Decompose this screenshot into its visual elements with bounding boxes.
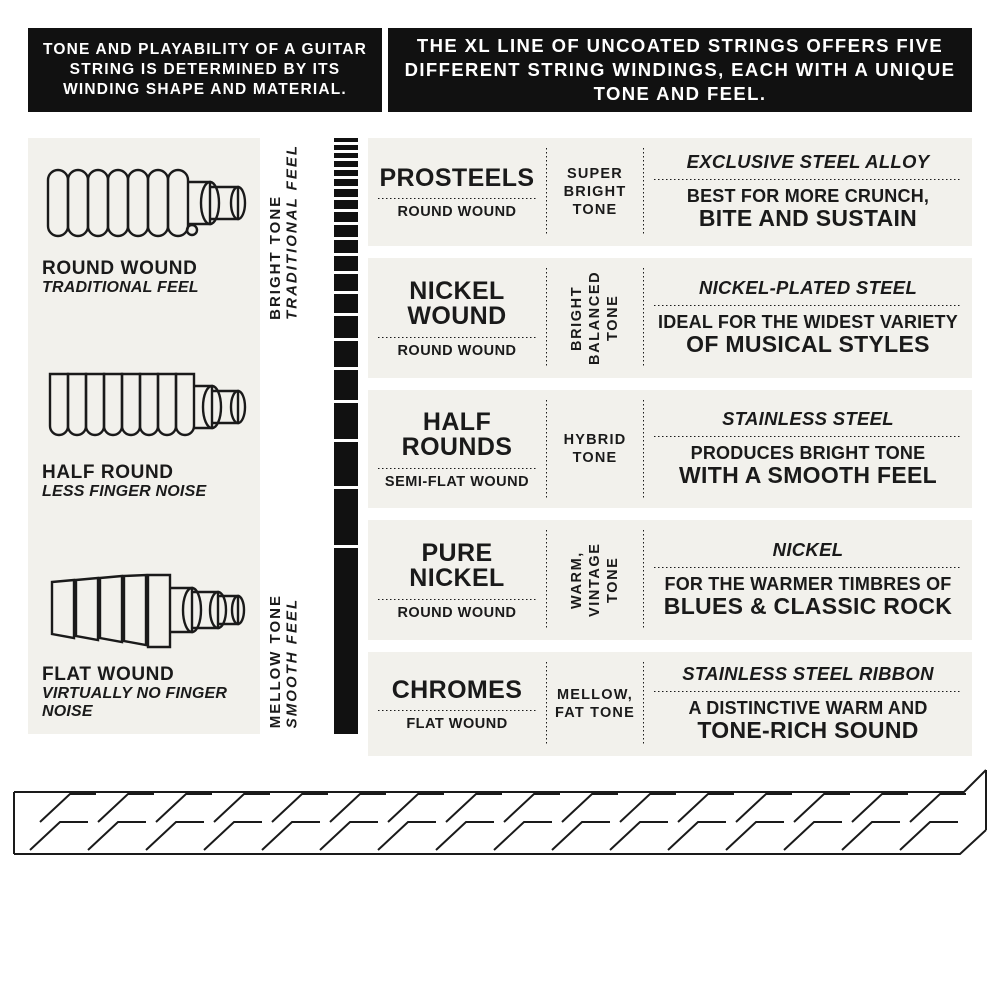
divider <box>378 337 536 338</box>
desc-line-1: PRODUCES BRIGHT TONE <box>690 443 926 464</box>
round-wound-subtitle: TRADITIONAL FEEL <box>42 279 199 297</box>
description-text <box>687 186 929 232</box>
winding-block-flat-wound <box>42 562 248 721</box>
round-wound-title: ROUND WOUND <box>42 258 198 279</box>
description-text <box>679 443 937 489</box>
divider <box>654 179 962 180</box>
desc-line-2: OF MUSICAL STYLES <box>686 331 930 358</box>
row-desc-cell <box>644 138 972 246</box>
table-row-prosteels[interactable] <box>368 138 972 246</box>
winding-type: ROUND WOUND <box>397 204 517 221</box>
flat-wound-icon <box>42 562 248 658</box>
row-name-cell <box>368 138 546 246</box>
table-row-chromes[interactable] <box>368 652 972 756</box>
row-name-cell <box>368 520 546 640</box>
desc-line-1: A DISTINCTIVE WARM AND <box>688 698 928 719</box>
desc-line-2: WITH A SMOOTH FEEL <box>679 462 937 489</box>
tone-axis-labels <box>268 138 314 734</box>
divider <box>654 691 962 692</box>
axis-top-label <box>268 144 301 320</box>
divider <box>378 710 536 711</box>
desc-line-2: BLUES & CLASSIC ROCK <box>663 593 953 620</box>
axis-top-line1: BRIGHT TONE <box>267 194 284 320</box>
half-round-icon <box>42 360 248 456</box>
row-desc-cell <box>644 652 972 756</box>
desc-line-1: FOR THE WARMER TIMBRES OF <box>664 574 952 595</box>
flat-wound-title: FLAT WOUND <box>42 664 175 685</box>
description-text <box>688 698 927 744</box>
material-label: EXCLUSIVE STEEL ALLOY <box>686 151 930 173</box>
winding-type: ROUND WOUND <box>397 604 517 621</box>
round-wound-icon <box>42 156 248 252</box>
material-label: STAINLESS STEEL <box>722 408 894 430</box>
material-label: NICKEL-PLATED STEEL <box>698 277 918 299</box>
table-row-pure-nickel[interactable] <box>368 520 972 640</box>
tone-label: MELLOW, FAT TONE <box>555 686 635 721</box>
tone-label: BRIGHT BALANCED TONE <box>568 270 622 366</box>
string-comparison-table <box>368 138 972 744</box>
divider <box>654 567 962 568</box>
material-label: STAINLESS STEEL RIBBON <box>682 663 934 685</box>
winding-illustration-panel <box>28 138 260 734</box>
header <box>28 28 972 112</box>
description-text <box>664 574 952 620</box>
flat-wound-subtitle: VIRTUALLY NO FINGER NOISE <box>42 685 228 721</box>
tone-label: SUPER BRIGHT TONE <box>563 165 627 219</box>
row-name-cell <box>368 390 546 508</box>
table-row-nickel-wound[interactable] <box>368 258 972 378</box>
winding-type: ROUND WOUND <box>397 342 517 359</box>
material-label: NICKEL <box>772 539 844 561</box>
flat-wound-caption <box>42 664 248 721</box>
axis-bottom-label <box>268 594 301 728</box>
product-name: PROSTEELS <box>379 163 535 192</box>
tone-label: WARM, VINTAGE TONE <box>568 542 622 618</box>
header-left-statement: TONE AND PLAYABILITY OF A GUITAR STRING IS DETERMINED BY ITS WINDING SHAPE AND MATERIAL. <box>28 28 382 112</box>
axis-bottom-line1: MELLOW TONE <box>267 593 284 728</box>
divider <box>654 436 962 437</box>
axis-top-line2: TRADITIONAL FEEL <box>283 144 301 320</box>
desc-line-1: BEST FOR MORE CRUNCH, <box>686 186 930 207</box>
half-round-caption <box>42 462 248 501</box>
product-name: PURE NICKEL <box>409 538 505 593</box>
half-round-title: HALF ROUND <box>42 462 174 483</box>
desc-line-2: TONE-RICH SOUND <box>697 717 919 744</box>
divider <box>378 599 536 600</box>
string-coil-artwork <box>10 758 990 868</box>
winding-block-round-wound <box>42 156 248 297</box>
coiled-string-icon <box>10 758 990 868</box>
desc-line-1: IDEAL FOR THE WIDEST VARIETY <box>658 312 958 333</box>
table-row-half-rounds[interactable] <box>368 390 972 508</box>
winding-block-half-round <box>42 360 248 501</box>
row-desc-cell <box>644 258 972 378</box>
divider <box>378 468 536 469</box>
axis-bottom-line2: SMOOTH FEEL <box>283 597 301 728</box>
product-name: NICKEL WOUND <box>407 276 507 331</box>
winding-type: SEMI-FLAT WOUND <box>384 473 530 490</box>
round-wound-caption <box>42 258 248 297</box>
header-right-statement: THE XL LINE OF UNCOATED STRINGS OFFERS FIVE DIFFERENT STRING WINDINGS, EACH WITH A UNIQUE TONE AND FEEL. <box>388 28 972 112</box>
row-desc-cell <box>644 520 972 640</box>
desc-line-2: BITE AND SUSTAIN <box>698 205 918 232</box>
tone-gradient-bar <box>334 138 358 734</box>
product-name: CHROMES <box>391 675 523 704</box>
row-desc-cell <box>644 390 972 508</box>
row-name-cell <box>368 652 546 756</box>
divider <box>654 305 962 306</box>
description-text <box>658 312 958 358</box>
row-name-cell <box>368 258 546 378</box>
tone-label: HYBRID TONE <box>563 431 627 466</box>
product-name: HALF ROUNDS <box>401 407 513 462</box>
winding-type: FLAT WOUND <box>406 716 508 733</box>
half-round-subtitle: LESS FINGER NOISE <box>42 483 207 501</box>
divider <box>378 198 536 199</box>
